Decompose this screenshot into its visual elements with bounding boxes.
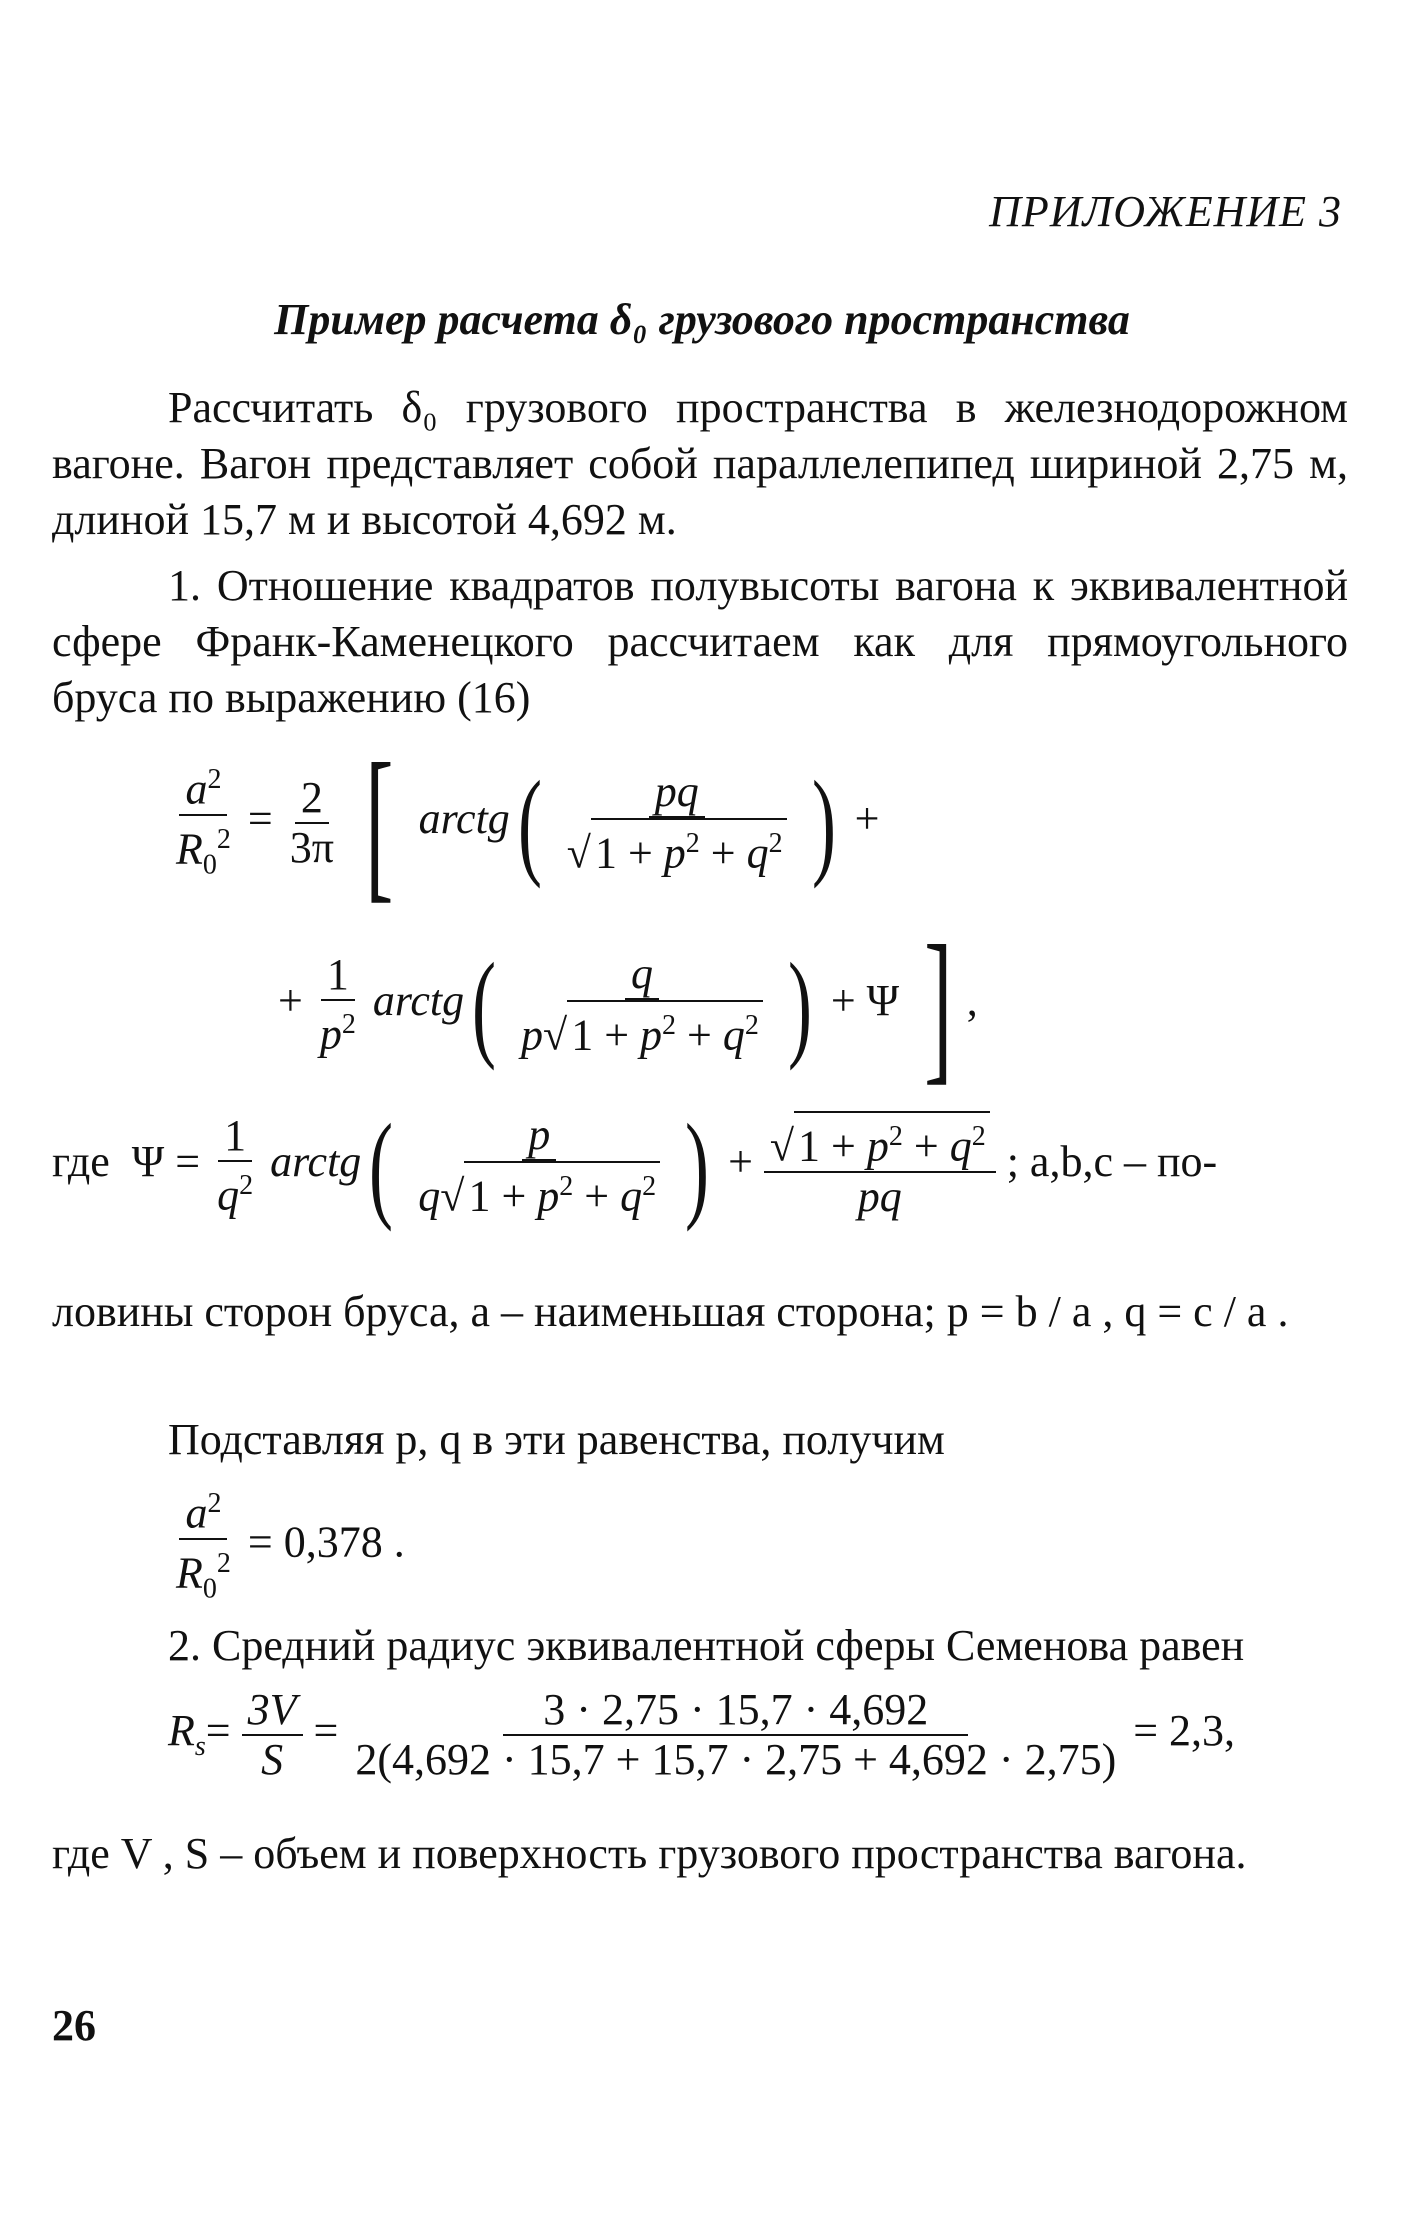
formula-psi: где Ψ = $\frac{1}{q^2}$ arctg( $\frac{p}{q√1 + p^2 + q^2}$ ) + $\frac{√1 + p^2 + q^2}{pq}$ ; a,b,c – по-: [52, 1099, 1218, 1232]
appendix-label: ПРИЛОЖЕНИЕ 3: [989, 187, 1342, 236]
rs-denominator: 2(4,692 · 15,7 + 15,7 · 2,75 + 4,692 · 2,75): [355, 1735, 1117, 1784]
final-paragraph: где V , S – объем и поверхность грузового пространства вагона.: [52, 1829, 1247, 1878]
step-1-paragraph: 1. Отношение квадратов полувысоты вагона к эквивалентной сфере Франк-Каменецкого рассчитаем как для прямоугольного бруса по выражению (16): [52, 561, 1348, 722]
psi-prefix: где: [52, 1137, 110, 1187]
rs-result: = 2,3,: [1133, 1706, 1236, 1756]
where-paragraph: ловины сторон бруса, a – наименьшая сторона; p = b / a , q = c / a .: [52, 1287, 1289, 1336]
step-2-line: 2. Средний радиус эквивалентной сферы Семенова равен: [168, 1621, 1245, 1670]
page-number: 26: [52, 2001, 96, 2050]
intro-paragraph: Рассчитать δ₀ грузового пространства в железнодорожном вагоне. Вагон представляет собой параллелепипед шириной 2,75 м, длиной 15,7 м и высотой 4,692 м.: [52, 383, 1348, 544]
rs-numerator: 3 · 2,75 · 15,7 · 4,692: [503, 1686, 968, 1736]
formula-rs: $R_s=$ $\frac{3V}{S}$ = $\frac{3 \cdot 2,75 \cdot 15,7 \cdot 4,692}{2(4,692 \cdot 15,7 + 15,7 \cdot 2,75 + 4,692 \cdot 2,75)}$ = 2,3,: [168, 1685, 1236, 1784]
result-1-value: = 0,378 .: [247, 1517, 405, 1567]
formula-result-1: $\frac{a^2}{R_0^2}$ = 0,378 .: [170, 1480, 405, 1613]
section-title: Пример расчета δ₀ грузового пространства: [274, 295, 1130, 344]
psi-suffix: ; a,b,c – по-: [1006, 1137, 1218, 1187]
formula-ratio-line1: $\frac{a^2}{R_0^2}$ = $\frac{2}{3\pi}$ [ arctg( $\frac{pq}{√1 + p^2 + q^2}$ ) +: [176, 729, 880, 917]
substituting-line: Подставляя p, q в эти равенства, получим: [168, 1415, 945, 1464]
formula-ratio-line2: + $\frac{1}{p^2}$ arctg( $\frac{q}{p√1 + p^2 + q^2}$ ) + Ψ ] ,: [278, 911, 978, 1099]
